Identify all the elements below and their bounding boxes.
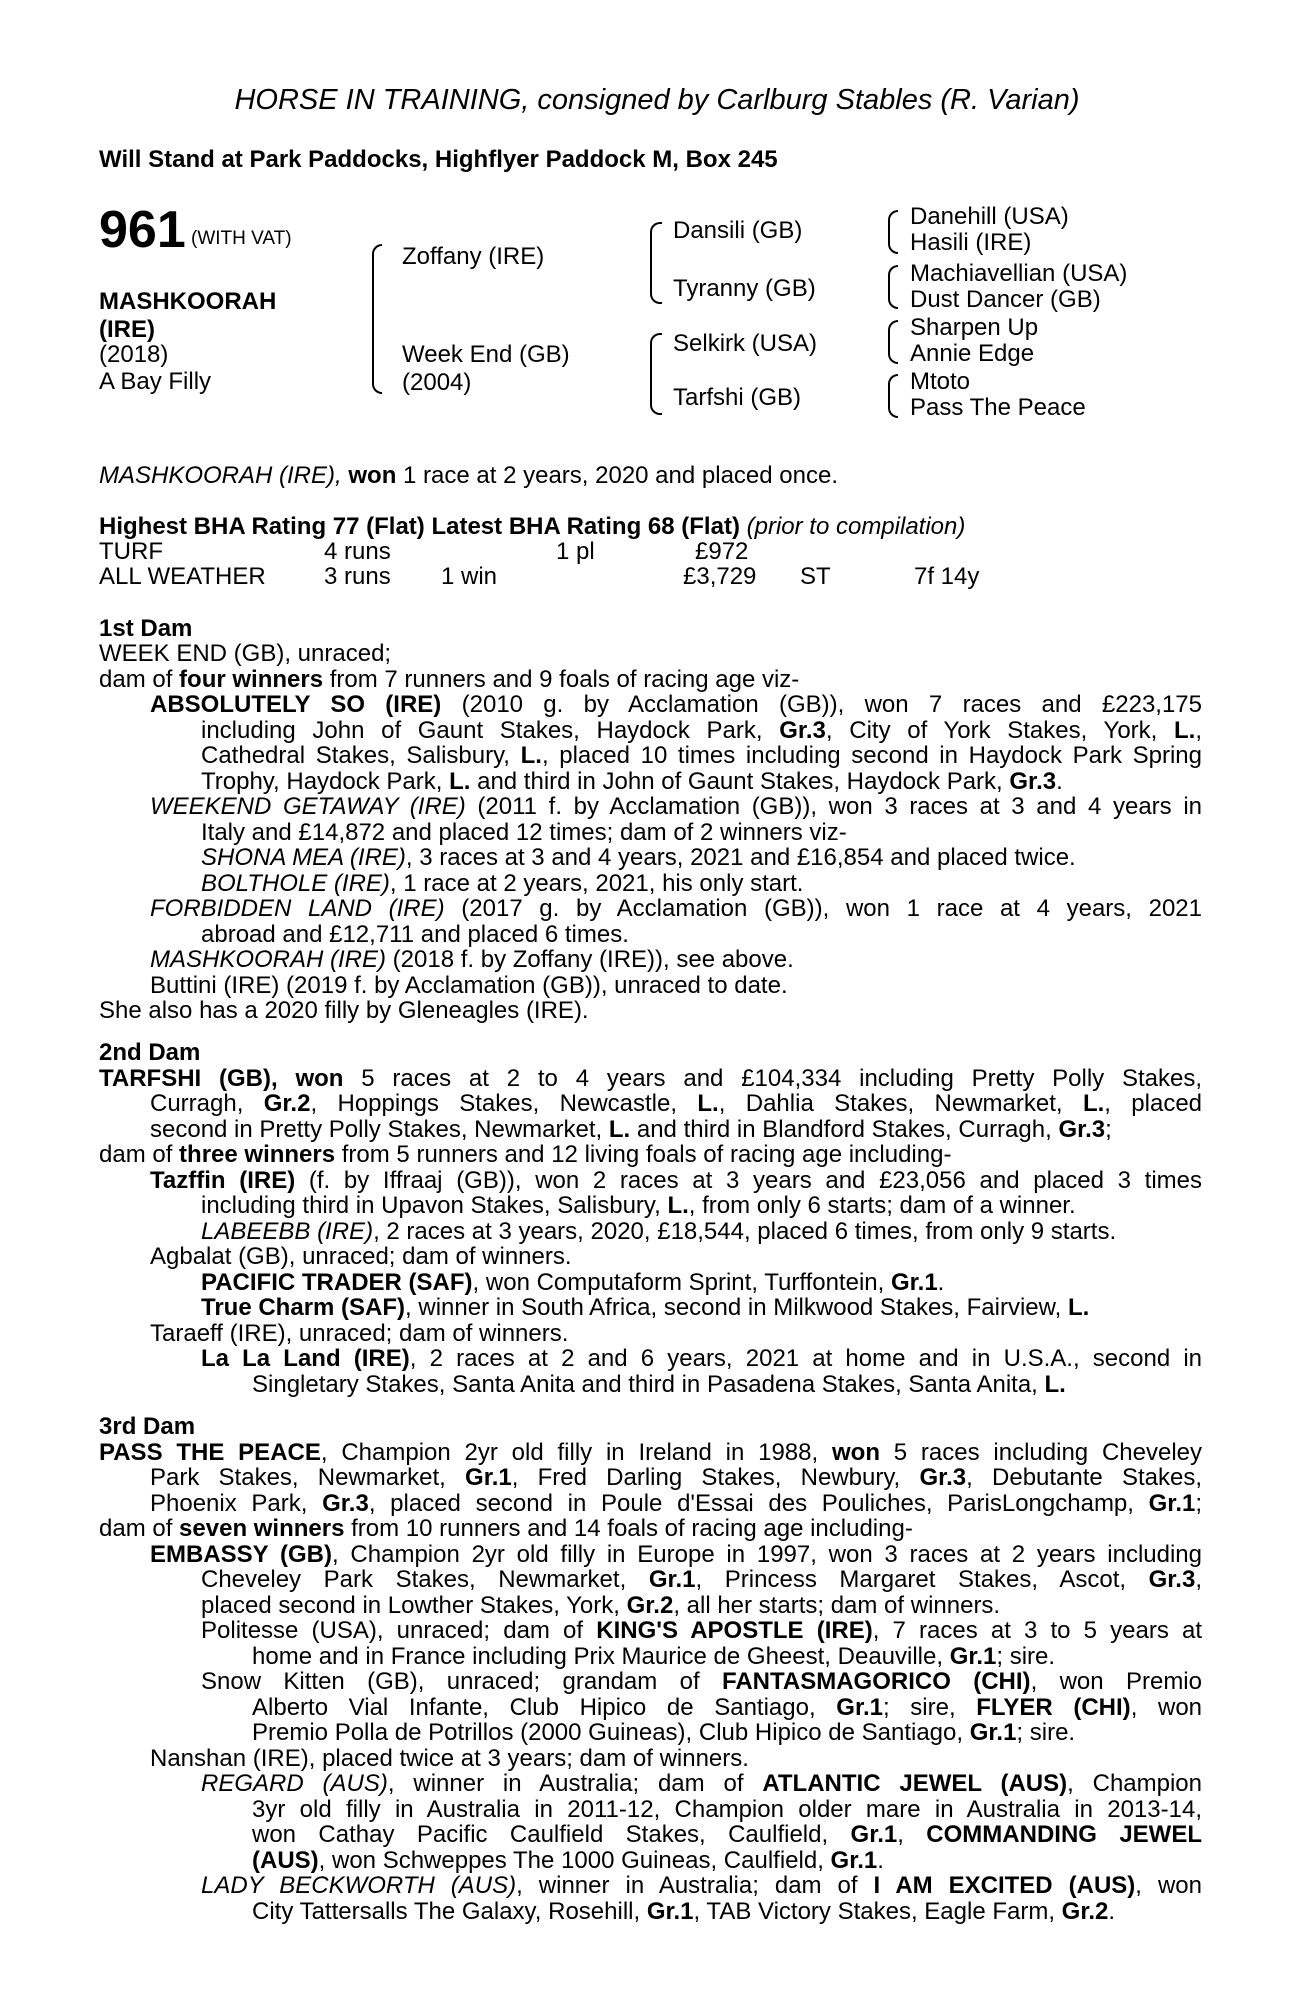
dam-line-cont: Curragh, Gr.2, Hoppings Stakes, Newcastle, L., Dahlia Stakes, Newmarket, L., placed: [150, 1090, 1203, 1117]
pedigree-dss: Sharpen Up: [910, 314, 1039, 341]
grandproduce-entry-cont: 3yr old filly in Australia in 2011-12, Champion older mare in Australia in 2013-14,: [252, 1796, 1202, 1823]
horse-year: (2018): [99, 341, 169, 368]
grandproduce-entry-cont: City Tattersalls The Galaxy, Rosehill, Gr.1, TAB Victory Stakes, Eagle Farm, Gr.2.: [252, 1898, 1116, 1925]
produce-entry: ABSOLUTELY SO (IRE) (2010 g. by Acclamation (GB)), won 7 races and £223,175: [150, 691, 1203, 718]
gen3-bracket-2: [888, 265, 898, 309]
produce-entry: MASHKOORAH (IRE) (2018 f. by Zoffany (IRE)), see above.: [150, 946, 794, 973]
pedigree-dam: Week End (GB): [402, 341, 570, 368]
grandproduce-entry: SHONA MEA (IRE), 3 races at 3 and 4 years, 2021 and £16,854 and placed twice.: [201, 844, 1076, 871]
produce-entry-cont: placed second in Lowther Stakes, York, Gr.2, all her starts; dam of winners.: [201, 1592, 1001, 1619]
dam-line-bracket: [650, 333, 662, 415]
section-title: 1st Dam: [99, 615, 193, 642]
produce-entry-cont: Italy and £14,872 and placed 12 times; dam of 2 winners viz-: [201, 819, 847, 846]
horse-description: A Bay Filly: [99, 368, 212, 395]
section-title: 2nd Dam: [99, 1039, 201, 1066]
produce-entry-cont: abroad and £12,711 and placed 6 times.: [201, 921, 629, 948]
grandproduce-entry: REGARD (AUS), winner in Australia; dam of ATLANTIC JEWEL (AUS), Champion: [201, 1770, 1203, 1797]
stand-location: Will Stand at Park Paddocks, Highflyer Paddock M, Box 245: [99, 146, 778, 173]
sire-line-bracket: [650, 222, 662, 304]
grandproduce-entry-cont: home and in France including Prix Maurice de Gheest, Deauville, Gr.1; sire.: [252, 1643, 1056, 1670]
grandproduce-entry: LABEEBB (IRE), 2 races at 3 years, 2020, £18,544, placed 6 times, from only 9 starts.: [201, 1218, 1117, 1245]
dam-line: WEEK END (GB), unraced;: [99, 640, 392, 667]
record-prize: £3,729: [683, 563, 757, 590]
pedigree-dam-dam: Tarfshi (GB): [673, 384, 802, 411]
produce-entry-cont: including John of Gaunt Stakes, Haydock Park, Gr.3, City of York Stakes, York, L.,: [201, 717, 1202, 744]
grandproduce-entry: Snow Kitten (GB), unraced; grandam of FANTASMAGORICO (CHI), won Premio: [201, 1668, 1202, 1695]
dam-line-cont: Phoenix Park, Gr.3, placed second in Poule d'Essai des Pouliches, ParisLongchamp, Gr.1;: [150, 1490, 1203, 1517]
record-distance: 7f 14y: [914, 563, 980, 590]
grandproduce-entry-cont: (AUS), won Schweppes The 1000 Guineas, Caulfield, Gr.1.: [252, 1847, 884, 1874]
horse-name: MASHKOORAH: [99, 288, 277, 315]
produce-entry-cont: Cathedral Stakes, Salisbury, L., placed 10 times including second in Haydock Park Spring: [201, 742, 1202, 769]
produce-entry: FORBIDDEN LAND (IRE) (2017 g. by Acclamation (GB)), won 1 race at 4 years, 2021: [150, 895, 1202, 922]
dam-produce-intro: dam of seven winners from 10 runners and 14 foals of racing age including-: [99, 1515, 913, 1542]
produce-entry: EMBASSY (GB), Champion 2yr old filly in Europe in 1997, won 3 races at 2 years including: [150, 1541, 1202, 1568]
pedigree-dam-sire: Selkirk (USA): [673, 330, 818, 357]
section-title: 3rd Dam: [99, 1413, 196, 1440]
dam-produce-intro: dam of four winners from 7 runners and 9 foals of racing age viz-: [99, 666, 800, 693]
race-summary: MASHKOORAH (IRE), won 1 race at 2 years, 2020 and placed once.: [99, 462, 838, 489]
pedigree-dam-year: (2004): [402, 369, 472, 396]
record-surface-code: ST: [800, 563, 831, 590]
record-prize: £972: [695, 538, 749, 565]
dam-line-cont: Park Stakes, Newmarket, Gr.1, Fred Darling Stakes, Newbury, Gr.3, Debutante Stakes,: [150, 1464, 1203, 1491]
record-placed: 1 pl: [556, 538, 595, 565]
grandproduce-entry: PACIFIC TRADER (SAF), won Computaform Sprint, Turffontein, Gr.1.: [201, 1269, 945, 1296]
produce-entry: Tazffin (IRE) (f. by Iffraaj (GB)), won 2 races at 3 years and £23,056 and placed 3 times: [150, 1167, 1203, 1194]
catalogue-header: HORSE IN TRAINING, consigned by Carlburg Stables (R. Varian): [234, 84, 1080, 116]
produce-entry-cont: Cheveley Park Stakes, Newmarket, Gr.1, Princess Margaret Stakes, Ascot, Gr.3,: [201, 1566, 1202, 1593]
pedigree-sire-sire: Dansili (GB): [673, 217, 803, 244]
grandproduce-entry: BOLTHOLE (IRE), 1 race at 2 years, 2021, his only start.: [201, 870, 804, 897]
pedigree-ddd: Pass The Peace: [910, 394, 1086, 421]
produce-entry: Agbalat (GB), unraced; dam of winners.: [150, 1243, 572, 1270]
pedigree-dsd: Annie Edge: [910, 340, 1035, 367]
gen3-bracket-1: [888, 210, 898, 254]
record-runs: 3 runs: [324, 563, 391, 590]
sire-dam-bracket: [372, 244, 382, 394]
produce-entry-cont: including third in Upavon Stakes, Salisbury, L., from only 6 starts; dam of a winner.: [201, 1192, 1076, 1219]
lot-number: 961: [99, 201, 186, 259]
grandproduce-entry-cont: won Cathay Pacific Caulfield Stakes, Caulfield, Gr.1, COMMANDING JEWEL: [252, 1821, 1203, 1848]
grandproduce-entry: True Charm (SAF), winner in South Africa, second in Milkwood Stakes, Fairview, L.: [201, 1294, 1090, 1321]
grandproduce-entry-cont: Premio Polla de Potrillos (2000 Guineas), Club Hipico de Santiago, Gr.1; sire.: [252, 1719, 1076, 1746]
vat-note: (WITH VAT): [191, 228, 292, 249]
grandproduce-entry: LADY BECKWORTH (AUS), winner in Australia; dam of I AM EXCITED (AUS), won: [201, 1872, 1202, 1899]
pedigree-sds: Machiavellian (USA): [910, 260, 1128, 287]
pedigree-sss: Danehill (USA): [910, 203, 1069, 230]
pedigree-ssd: Hasili (IRE): [910, 229, 1032, 256]
pedigree-sdd: Dust Dancer (GB): [910, 286, 1101, 313]
produce-note: She also has a 2020 filly by Gleneagles (IRE).: [99, 997, 589, 1024]
dam-produce-intro: dam of three winners from 5 runners and 12 living foals of racing age including-: [99, 1141, 952, 1168]
gen3-bracket-3: [888, 320, 898, 364]
produce-entry-cont: Trophy, Haydock Park, L. and third in John of Gaunt Stakes, Haydock Park, Gr.3.: [201, 768, 1063, 795]
produce-entry: Taraeff (IRE), unraced; dam of winners.: [150, 1320, 569, 1347]
grandproduce-entry: Politesse (USA), unraced; dam of KING'S APOSTLE (IRE), 7 races at 3 to 5 years at: [201, 1617, 1203, 1644]
record-runs: 4 runs: [324, 538, 391, 565]
produce-entry: Buttini (IRE) (2019 f. by Acclamation (GB)), unraced to date.: [150, 972, 788, 999]
bha-rating: Highest BHA Rating 77 (Flat) Latest BHA Rating 68 (Flat) (prior to compilation): [99, 513, 966, 540]
gen3-bracket-4: [888, 374, 898, 418]
record-surface: TURF: [99, 538, 163, 565]
pedigree-sire: Zoffany (IRE): [402, 243, 545, 270]
dam-line: TARFSHI (GB), won 5 races at 2 to 4 years and £104,334 including Pretty Polly Stakes,: [99, 1065, 1202, 1092]
produce-entry: WEEKEND GETAWAY (IRE) (2011 f. by Acclamation (GB)), won 3 races at 3 and 4 years in: [150, 793, 1202, 820]
grandproduce-entry-cont: Singletary Stakes, Santa Anita and third in Pasadena Stakes, Santa Anita, L.: [252, 1371, 1066, 1398]
record-wins: 1 win: [441, 563, 498, 590]
produce-entry: Nanshan (IRE), placed twice at 3 years; dam of winners.: [150, 1745, 749, 1772]
grandproduce-entry-cont: Alberto Vial Infante, Club Hipico de Santiago, Gr.1; sire, FLYER (CHI), won: [252, 1694, 1203, 1721]
record-surface: ALL WEATHER: [99, 563, 266, 590]
pedigree-dds: Mtoto: [910, 368, 971, 395]
dam-line: PASS THE PEACE, Champion 2yr old filly in Ireland in 1988, won 5 races including Cheveley: [99, 1439, 1203, 1466]
horse-name-suffix: (IRE): [99, 316, 155, 343]
dam-line-cont: second in Pretty Polly Stakes, Newmarket, L. and third in Blandford Stakes, Curragh, Gr.3;: [150, 1116, 1112, 1143]
grandproduce-entry: La La Land (IRE), 2 races at 2 and 6 years, 2021 at home and in U.S.A., second in: [201, 1345, 1203, 1372]
pedigree-sire-dam: Tyranny (GB): [673, 275, 816, 302]
